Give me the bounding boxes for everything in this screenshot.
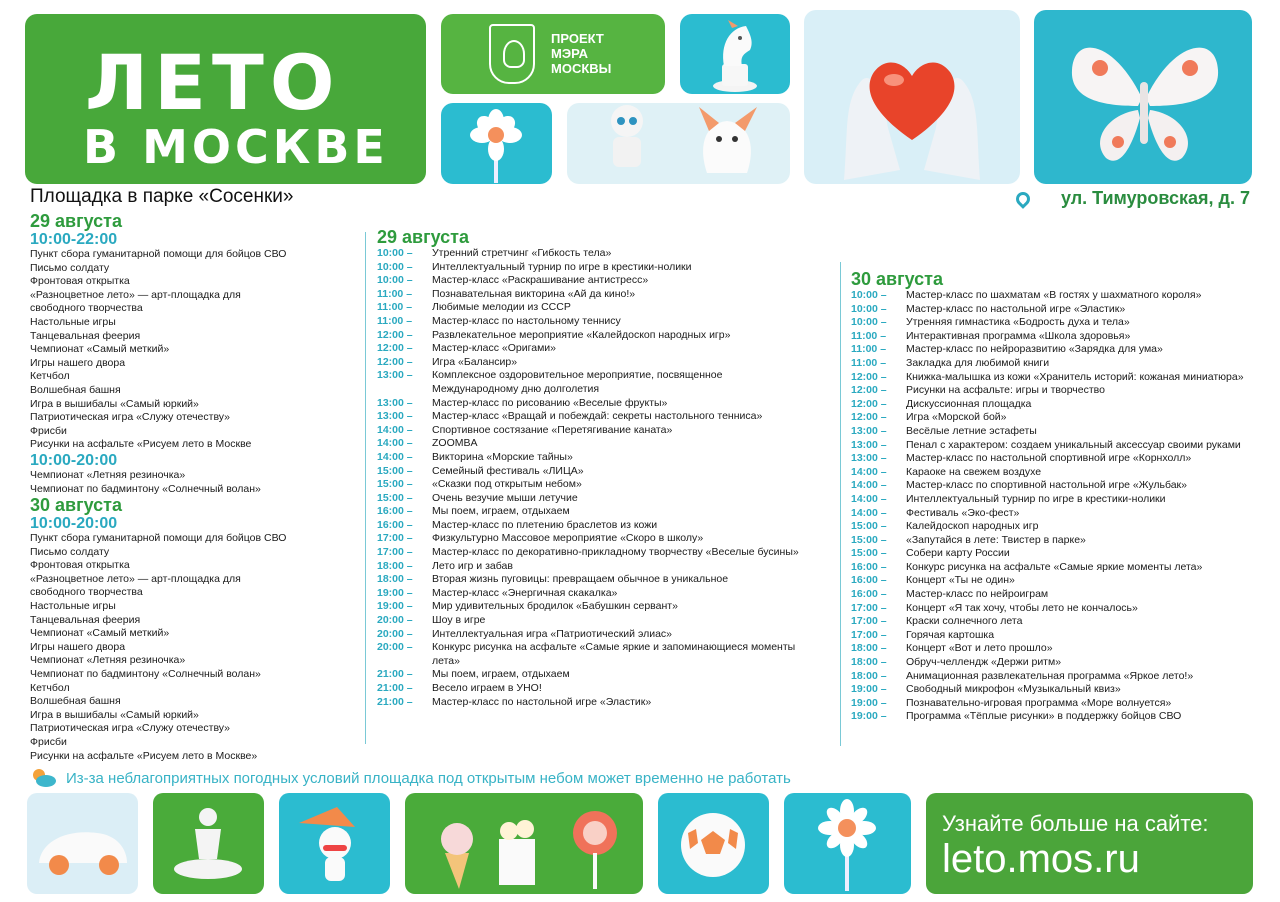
- event-row: [851, 588, 1276, 602]
- event-title: ZOOMBA: [432, 437, 478, 450]
- day-heading: 30 августа: [851, 269, 943, 289]
- event-title: Весело играем в УНО!: [432, 682, 542, 694]
- event-time: 18:00 –: [851, 642, 887, 655]
- event-row: [377, 424, 837, 438]
- robot-and-dog-image: [567, 103, 790, 184]
- event-title: Познавательная викторина «Ай да кино!»: [432, 287, 636, 300]
- event-row: [851, 520, 1276, 534]
- project-label: ПРОЕКТ МЭРА МОСКВЫ: [551, 31, 612, 76]
- event-title: Мастер-класс «Вращай и побеждай: секреты настольного тенниса»: [432, 410, 763, 423]
- event-title: Семейный фестиваль «ЛИЦА»: [432, 464, 584, 477]
- time-range: 10:00-20:00: [30, 515, 118, 533]
- event-row: [851, 479, 1276, 493]
- activity-item: Игры нашего двора: [30, 640, 126, 653]
- event-time: 16:00 –: [377, 505, 413, 518]
- event-title: Вторая жизнь пуговицы: превращаем обычное в уникальное: [432, 573, 729, 586]
- venue-title: Площадка в парке «Сосенки»: [30, 186, 294, 207]
- event-title: Конкурс рисунка на асфальте «Самые яркие моменты лета»: [906, 560, 1203, 573]
- event-list: [377, 247, 837, 709]
- event-title: Игра «Балансир»: [432, 355, 518, 368]
- event-time: 11:00 –: [377, 287, 413, 300]
- event-row: [851, 574, 1276, 588]
- event-title: Мастер-класс по настольной игре «Эластик»: [432, 695, 652, 708]
- event-title: Интеллектуальный турнир по игре в крестики-нолики: [432, 260, 692, 273]
- event-title: Мастер-класс по настольной игре «Эластик»: [906, 302, 1126, 315]
- event-title: Рисунки на асфальте: игры и творчество: [906, 384, 1105, 397]
- event-time: 10:00 –: [851, 316, 887, 329]
- activity-item: Письмо солдату: [30, 261, 110, 274]
- event-time: 16:00 –: [851, 560, 887, 573]
- schedule-column-aug-29: [377, 228, 837, 709]
- event-title: Мы поем, играем, отдыхаем: [432, 668, 570, 681]
- schedule-column-aug-30: [851, 270, 1276, 724]
- event-title: Мастер-класс по плетению браслетов из кожи: [432, 518, 658, 531]
- event-title: Очень везучие мыши летучие: [432, 491, 578, 504]
- event-time: 15:00 –: [377, 464, 413, 477]
- event-row: [377, 573, 837, 587]
- event-time: 10:00 –: [377, 260, 413, 273]
- event-time: 14:00 –: [377, 437, 413, 450]
- event-title: Мир удивительных бродилок «Бабушкин сервант»: [432, 600, 678, 613]
- event-row: [377, 397, 837, 411]
- event-row: [851, 697, 1276, 711]
- event-time: 15:00 –: [377, 478, 413, 491]
- beach-dog-image: [279, 793, 390, 894]
- event-row: [377, 437, 837, 451]
- event-row: [377, 532, 837, 546]
- event-title: «Запутайся в лете: Твистер в парке»: [906, 533, 1086, 546]
- event-row: [377, 465, 837, 479]
- event-title: Игра «Морской бой»: [906, 411, 1007, 424]
- event-row: [377, 356, 837, 370]
- event-time: 11:00 –: [851, 343, 887, 356]
- event-title: Интерактивная программа «Школа здоровья»: [906, 329, 1131, 342]
- weather-notice: Из-за неблагоприятных погодных условий площадка под открытым небом может временно не работать: [66, 770, 791, 787]
- event-row: [851, 425, 1276, 439]
- activity-item: Настольные игры: [30, 315, 116, 328]
- event-row: [851, 602, 1276, 616]
- event-row: [377, 329, 837, 343]
- day-heading: 30 августа: [30, 495, 122, 516]
- event-row: [377, 587, 837, 601]
- event-time: 14:00 –: [851, 479, 887, 492]
- activity-item: Пункт сбора гуманитарной помощи для бойцов СВО: [30, 532, 287, 545]
- event-time: 11:00 –: [377, 301, 413, 314]
- event-title: Концерт «Я так хочу, чтобы лето не кончалось»: [906, 601, 1138, 614]
- event-time: 14:00 –: [377, 450, 413, 463]
- event-time: 12:00 –: [377, 342, 413, 355]
- activity-item: Письмо солдату: [30, 545, 110, 558]
- activity-item: Игра в вышибалы «Самый юркий»: [30, 708, 199, 721]
- event-row: [851, 710, 1276, 724]
- event-row: [851, 656, 1276, 670]
- event-time: 14:00 –: [851, 465, 887, 478]
- activity-item: Фрисби: [30, 424, 67, 437]
- event-time: 13:00 –: [851, 424, 887, 437]
- event-time: 18:00 –: [377, 559, 413, 572]
- event-time: 18:00 –: [851, 669, 887, 682]
- event-time: 10:00 –: [851, 289, 887, 301]
- event-time: 13:00 –: [377, 396, 413, 409]
- event-title: Мастер-класс по нейроразвитию «Зарядка для ума»: [906, 343, 1163, 356]
- event-time: 20:00 –: [377, 627, 413, 640]
- event-time: 17:00 –: [377, 532, 413, 545]
- event-time: 17:00 –: [851, 628, 887, 641]
- event-title: Краски солнечного лета: [906, 615, 1023, 628]
- event-row: [377, 505, 837, 519]
- event-time: 14:00 –: [377, 423, 413, 436]
- event-time: 19:00 –: [851, 696, 887, 709]
- event-list: [851, 289, 1276, 724]
- logo-subtitle: В МОСКВЕ: [83, 120, 389, 174]
- event-title: Собери карту России: [906, 547, 1010, 560]
- event-time: 18:00 –: [851, 656, 887, 669]
- activity-item: Рисунки на асфальте «Рисуем лето в Москве»: [30, 749, 258, 762]
- event-title: Мастер-класс по настольной спортивной игре «Корнхолл»: [906, 452, 1192, 465]
- activity-item: Чемпионат «Самый меткий»: [30, 627, 170, 640]
- event-time: 12:00 –: [377, 355, 413, 368]
- event-title: Интеллектуальный турнир по игре в крестики-нолики: [906, 492, 1166, 505]
- activity-item: Фрисби: [30, 736, 67, 748]
- website-promo: [926, 793, 1253, 894]
- event-time: 11:00 –: [851, 356, 887, 369]
- event-time: 14:00 –: [851, 492, 887, 505]
- event-title: Караоке на свежем воздухе: [906, 465, 1042, 478]
- activity-item: Чемпионат по бадминтону «Солнечный волан»: [30, 482, 261, 495]
- event-row: [851, 615, 1276, 629]
- event-time: 13:00 –: [851, 438, 887, 451]
- event-time: 17:00 –: [377, 546, 413, 559]
- event-time: 14:00 –: [851, 506, 887, 519]
- event-row: [377, 492, 837, 506]
- event-title: Физкультурно Массовое мероприятие «Скоро в школу»: [432, 532, 704, 545]
- event-title: Мастер-класс по рисованию «Веселые фрукты»: [432, 396, 668, 409]
- event-row: [851, 493, 1276, 507]
- event-row: [377, 247, 837, 261]
- event-time: 16:00 –: [851, 588, 887, 601]
- event-title: Фестиваль «Эко-фест»: [906, 506, 1020, 519]
- event-title: Книжка-малышка из кожи «Хранитель историй: кожаная миниатюра»: [906, 370, 1244, 383]
- activity-list: [30, 469, 360, 496]
- event-row: [851, 371, 1276, 385]
- event-row: [377, 301, 837, 315]
- event-time: 12:00 –: [377, 328, 413, 341]
- event-time: 11:00 –: [851, 329, 887, 342]
- event-row: [851, 316, 1276, 330]
- event-title: Познавательно-игровая программа «Море волнуется»: [906, 696, 1172, 709]
- event-row: [377, 696, 837, 710]
- event-row: [377, 342, 837, 356]
- event-row: [377, 315, 837, 329]
- event-time: 10:00 –: [377, 247, 413, 259]
- event-title: Анимационная развлекательная программа «Яркое лето!»: [906, 669, 1194, 682]
- event-time: 10:00 –: [851, 302, 887, 315]
- event-title: Обруч-челлендж «Держи ритм»: [906, 656, 1062, 669]
- event-time: 13:00 –: [851, 452, 887, 465]
- event-title: Утренний стретчинг «Гибкость тела»: [432, 247, 612, 259]
- project-badge: [441, 14, 665, 94]
- event-title: Мастер-класс «Раскрашивание антистресс»: [432, 274, 649, 287]
- event-title: Комплексное оздоровительное мероприятие, посвященное Международному дню долголетия: [432, 369, 723, 395]
- location-pin-icon: [1013, 189, 1033, 209]
- weather-cloud-sun-icon: [29, 765, 57, 789]
- event-row: [851, 357, 1276, 371]
- event-row: [377, 369, 837, 396]
- event-time: 21:00 –: [377, 668, 413, 681]
- event-time: 12:00 –: [851, 411, 887, 424]
- event-time: 15:00 –: [851, 520, 887, 533]
- yoga-figure-image: [153, 793, 264, 894]
- event-row: [851, 384, 1276, 398]
- event-time: 17:00 –: [851, 601, 887, 614]
- event-title: Лето игр и забав: [432, 559, 513, 572]
- event-title: Программа «Тёплые рисунки» в поддержку бойцов СВО: [906, 710, 1182, 723]
- event-row: [377, 261, 837, 275]
- event-title: Викторина «Морские тайны»: [432, 450, 573, 463]
- event-time: 12:00 –: [851, 384, 887, 397]
- event-row: [377, 519, 837, 533]
- activity-item: Кетчбол: [30, 370, 70, 383]
- time-range: 10:00-22:00: [30, 231, 118, 248]
- website-caption: Узнайте больше на сайте:: [942, 811, 1209, 836]
- event-time: 19:00 –: [851, 683, 887, 696]
- activity-item: Чемпионат «Летняя резиночка»: [30, 468, 186, 481]
- event-time: 12:00 –: [851, 370, 887, 383]
- activity-item: Игры нашего двора: [30, 356, 126, 369]
- event-row: [851, 411, 1276, 425]
- schedule-column-all-day: [30, 212, 360, 763]
- event-time: 16:00 –: [377, 518, 413, 531]
- event-title: Весёлые летние эстафеты: [906, 424, 1037, 437]
- event-row: [377, 274, 837, 288]
- activity-item: Кетчбол: [30, 681, 70, 694]
- event-row: [851, 683, 1276, 697]
- activity-item: «Разноцветное лето» — арт-площадка для свободного творчества: [30, 288, 241, 315]
- event-time: 19:00 –: [851, 710, 887, 723]
- activity-item: Игра в вышибалы «Самый юркий»: [30, 397, 199, 410]
- event-title: «Сказки под открытым небом»: [432, 478, 582, 491]
- activity-item: «Разноцветное лето» — арт-площадка для свободного творчества: [30, 572, 241, 599]
- event-row: [851, 439, 1276, 453]
- event-title: Пенал с характером: создаем уникальный аксессуар своими руками: [906, 438, 1241, 451]
- event-title: Свободный микрофон «Музыкальный квиз»: [906, 683, 1121, 696]
- sweets-image: [405, 793, 643, 894]
- event-row: [377, 682, 837, 696]
- event-row: [377, 641, 837, 668]
- toy-car-image: [27, 793, 138, 894]
- activity-item: Патриотическая игра «Служу отечеству»: [30, 411, 231, 424]
- activity-item: Чемпионат «Самый меткий»: [30, 343, 170, 356]
- event-row: [377, 546, 837, 560]
- event-title: Развлекательное мероприятие «Калейдоскоп народных игр»: [432, 328, 731, 341]
- event-row: [851, 629, 1276, 643]
- event-time: 15:00 –: [851, 547, 887, 560]
- activity-item: Танцевальная феерия: [30, 329, 141, 342]
- day-heading: 29 августа: [30, 211, 122, 231]
- event-row: [377, 288, 837, 302]
- chess-knight-image: [680, 14, 790, 94]
- event-title: Дискуссионная площадка: [906, 397, 1032, 410]
- event-row: [377, 668, 837, 682]
- event-row: [377, 560, 837, 574]
- event-time: 20:00 –: [377, 641, 413, 654]
- event-row: [851, 534, 1276, 548]
- activity-item: Волшебная башня: [30, 695, 121, 708]
- event-time: 13:00 –: [377, 410, 413, 423]
- event-time: 17:00 –: [851, 615, 887, 628]
- event-row: [377, 600, 837, 614]
- event-title: Мастер-класс по спортивной настольной игре «Жульбак»: [906, 479, 1187, 492]
- event-time: 15:00 –: [851, 533, 887, 546]
- event-time: 21:00 –: [377, 682, 413, 694]
- event-time: 18:00 –: [377, 573, 413, 586]
- event-title: Мастер-класс «Оригами»: [432, 342, 556, 355]
- butterfly-image: [1034, 10, 1252, 184]
- event-title: Мастер-класс «Энергичная скакалка»: [432, 586, 618, 599]
- activity-item: Танцевальная феерия: [30, 613, 141, 626]
- event-row: [851, 289, 1276, 303]
- activity-item: Рисунки на асфальте «Рисуем лето в Москве: [30, 438, 252, 451]
- event-row: [851, 398, 1276, 412]
- event-row: [851, 452, 1276, 466]
- time-range: 10:00-20:00: [30, 451, 118, 469]
- activity-item: Фронтовая открытка: [30, 559, 130, 572]
- activity-item: Настольные игры: [30, 600, 116, 613]
- logo-tile: [25, 14, 426, 184]
- column-divider: [840, 262, 841, 746]
- soccer-ball-image: [658, 793, 769, 894]
- day-heading: 29 августа: [377, 227, 469, 247]
- heart-in-hands-image: [804, 10, 1020, 184]
- event-time: 21:00 –: [377, 695, 413, 708]
- venue-address: ул. Тимуровская, д. 7: [1060, 188, 1250, 208]
- event-row: [377, 478, 837, 492]
- event-title: Конкурс рисунка на асфальте «Самые яркие и запоминающиеся моменты лета»: [432, 641, 796, 667]
- flower-image: [441, 103, 552, 184]
- event-title: Мы поем, играем, отдыхаем: [432, 505, 570, 518]
- event-title: Мастер-класс по нейроиграм: [906, 588, 1049, 601]
- event-row: [851, 547, 1276, 561]
- activity-item: Фронтовая открытка: [30, 275, 130, 288]
- event-title: Мастер-класс по настольному теннису: [432, 314, 621, 327]
- event-row: [377, 410, 837, 424]
- column-divider: [365, 232, 366, 744]
- event-time: 12:00 –: [851, 397, 887, 410]
- event-title: Закладка для любимой книги: [906, 356, 1050, 369]
- event-title: Интеллектуальная игра «Патриотический элиас»: [432, 627, 673, 640]
- event-row: [851, 303, 1276, 317]
- event-title: Спортивное состязание «Перетягивание каната»: [432, 423, 673, 436]
- event-title: Концерт «Вот и лето прошло»: [906, 642, 1053, 655]
- event-title: Концерт «Ты не один»: [906, 574, 1015, 587]
- event-title: Шоу в игре: [432, 614, 486, 627]
- event-time: 11:00 –: [377, 314, 413, 327]
- event-title: Калейдоскоп народных игр: [906, 520, 1039, 533]
- activity-item: Пункт сбора гуманитарной помощи для бойцов СВО: [30, 248, 287, 260]
- event-time: 13:00 –: [377, 369, 413, 382]
- activity-item: Чемпионат «Летняя резиночка»: [30, 654, 186, 667]
- event-row: [377, 614, 837, 628]
- event-row: [851, 507, 1276, 521]
- event-row: [851, 642, 1276, 656]
- event-time: 19:00 –: [377, 586, 413, 599]
- activity-list: [30, 532, 360, 763]
- event-row: [377, 451, 837, 465]
- event-row: [851, 670, 1276, 684]
- event-title: Утренняя гимнастика «Бодрость духа и тела»: [906, 316, 1130, 329]
- website-link[interactable]: leto.mos.ru: [942, 837, 1140, 881]
- event-time: 15:00 –: [377, 491, 413, 504]
- activity-item: Чемпионат по бадминтону «Солнечный волан»: [30, 668, 261, 681]
- activity-list: [30, 248, 360, 452]
- sunflower-image: [784, 793, 911, 894]
- event-time: 19:00 –: [377, 600, 413, 613]
- activity-item: Волшебная башня: [30, 383, 121, 396]
- event-title: Любимые мелодии из СССР: [432, 301, 571, 314]
- logo-title: ЛЕТО: [85, 38, 341, 127]
- event-row: [851, 466, 1276, 480]
- moscow-coat-of-arms-icon: [489, 24, 535, 84]
- activity-item: Патриотическая игра «Служу отечеству»: [30, 722, 231, 735]
- event-row: [851, 343, 1276, 357]
- event-row: [851, 561, 1276, 575]
- event-time: 16:00 –: [851, 574, 887, 587]
- event-row: [377, 628, 837, 642]
- event-title: Горячая картошка: [906, 628, 995, 641]
- event-title: Мастер-класс по декоративно-прикладному творчеству «Веселые бусины»: [432, 546, 799, 559]
- event-time: 10:00 –: [377, 274, 413, 287]
- event-row: [851, 330, 1276, 344]
- event-time: 20:00 –: [377, 614, 413, 627]
- event-title: Мастер-класс по шахматам «В гостях у шахматного короля»: [906, 289, 1202, 301]
